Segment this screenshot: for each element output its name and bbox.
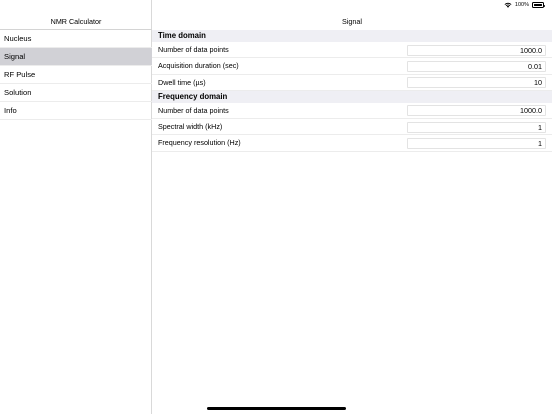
row-label: Number of data points [158, 45, 229, 54]
sidebar-item-nucleus[interactable]: Nucleus [0, 30, 152, 48]
sidebar-item-solution[interactable]: Solution [0, 84, 152, 102]
form-row-frequency-resolution [152, 135, 552, 151]
sidebar-item-signal[interactable]: Signal [0, 48, 152, 66]
row-label: Spectral width (kHz) [158, 122, 223, 132]
signal-form [152, 30, 552, 152]
dwell-time-field[interactable] [407, 77, 546, 88]
sidebar-title: NMR Calculator [50, 17, 102, 26]
sidebar-header [0, 11, 152, 30]
acquisition-duration-field[interactable] [407, 61, 546, 72]
main-panel [152, 0, 552, 414]
frequency-resolution-field[interactable] [407, 138, 546, 149]
frequency-data-points-field[interactable] [407, 105, 546, 116]
page-title: Signal [342, 17, 362, 26]
section-header-frequency-domain: Frequency domain [152, 91, 552, 103]
sidebar [0, 0, 152, 414]
spectral-width-field[interactable] [407, 122, 546, 133]
time-data-points-field[interactable] [407, 45, 546, 56]
row-label: Number of data points [158, 105, 229, 115]
sidebar-item-info[interactable]: Info [0, 102, 152, 120]
section-header-time-domain: Time domain [152, 30, 552, 42]
row-label: Frequency resolution (Hz) [158, 138, 241, 148]
form-row-spectral-width [152, 119, 552, 135]
row-label: Dwell time (µs) [158, 77, 206, 87]
sidebar-item-rf-pulse[interactable]: RF Pulse [0, 66, 152, 84]
form-row-dwell-time [152, 75, 552, 91]
row-label: Acquisition duration (sec) [158, 61, 239, 71]
home-indicator[interactable] [207, 407, 346, 410]
sidebar-list [0, 30, 152, 120]
form-row-acquisition-duration [152, 58, 552, 74]
main-header [152, 11, 552, 30]
battery-percentage: 100% [514, 2, 529, 8]
form-row-frequency-data-points [152, 103, 552, 119]
form-row-time-data-points [152, 42, 552, 58]
